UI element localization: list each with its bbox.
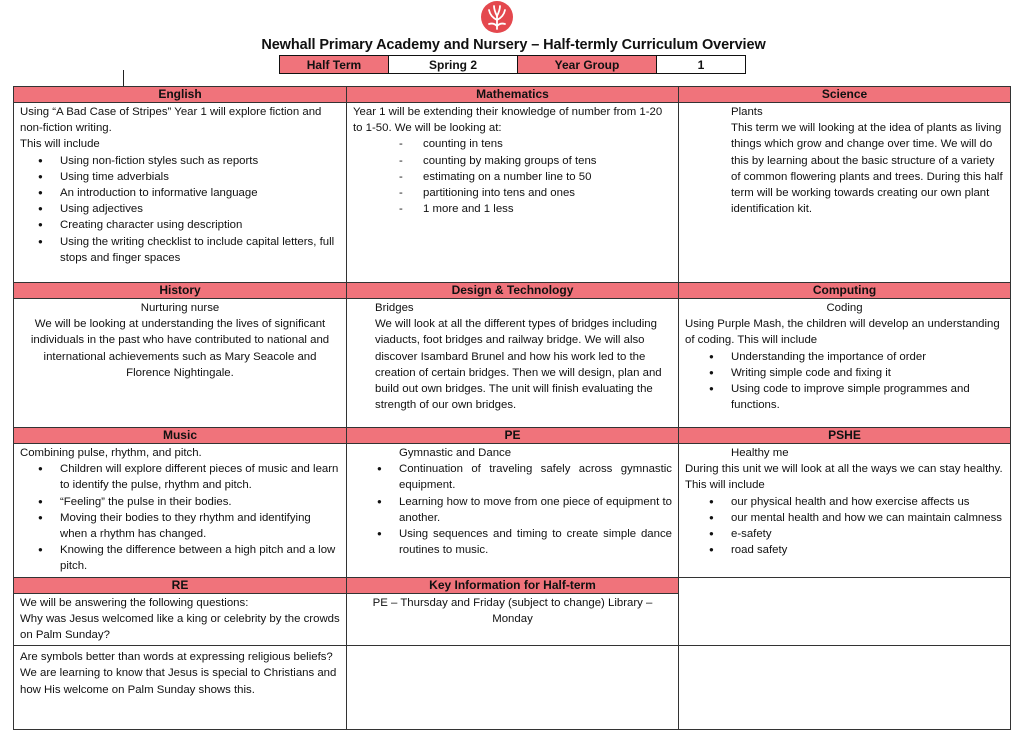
page-title: Newhall Primary Academy and Nursery – Half-termly Curriculum Overview [261,37,766,53]
re-question-2: Are symbols better than words at expressing religious beliefs? [20,651,333,664]
empty-cell [679,646,1011,730]
list-item: ● “Feeling” the pulse in their bodies. [60,494,340,510]
list-item: - 1 more and 1 less [423,201,672,217]
half-term-label: Half Term [280,56,389,74]
science-cell [679,103,1011,283]
re-header: RE [14,577,347,593]
re-lead: We will be answering the following questions: [20,596,249,609]
science-subtitle: Plants [731,106,763,118]
computing-header: Computing [679,283,1011,299]
maths-intro: Year 1 will be extending their knowledge of number from 1-20 to 1-50. We will be looking at: [353,106,663,135]
list-item: ● Understanding the importance of order [731,349,1004,365]
year-group-label: Year Group [518,56,657,74]
history-header: History [14,283,347,299]
empty-cell [347,646,679,730]
re-cell-continued [14,646,347,730]
list-item: - counting by making groups of tens [423,153,672,169]
dt-subtitle: Bridges [375,302,414,314]
pe-header: PE [347,428,679,444]
list-item: ● Knowing the difference between a high pitch and a low pitch. [60,542,340,574]
key-info-cell [347,593,679,646]
music-header: Music [14,428,347,444]
dt-cell [347,299,679,428]
list-item: - partitioning into tens and ones [423,185,672,201]
english-lead: This will include [20,138,100,151]
list-item: ● Children will explore different pieces of music and learn to identify the pulse, rhythm and pitch. [60,461,340,493]
history-body: We will be looking at understanding the lives of significant individuals in the past who have contributed to national and international achievements such as Mary Seacole and Florence Nightingale. [30,318,330,379]
half-term-value: Spring 2 [389,56,518,74]
english-header: English [14,87,347,103]
text-cursor [123,70,124,86]
pe-subtitle: Gymnastic and Dance [399,447,512,459]
computing-subtitle: Coding [826,302,863,314]
list-item: ● our mental health and how we can maintain calmness [731,510,1004,526]
curriculum-grid [13,86,1011,730]
list-item: - counting in tens [423,136,672,152]
list-item: ● Using adjectives [60,201,340,217]
tree-logo-icon [478,0,516,34]
list-item: ● our physical health and how exercise affects us [731,494,1004,510]
music-intro: Combining pulse, rhythm, and pitch. [20,447,202,459]
list-item: - estimating on a number line to 50 [423,169,672,185]
term-info-table [279,55,746,74]
list-item: ● Using time adverbials [60,169,340,185]
pshe-subtitle: Healthy me [731,447,789,459]
list-item: ● Using non-fiction styles such as reports [60,153,340,169]
english-cell [14,103,347,283]
computing-intro: Using Purple Mash, the children will develop an understanding of coding. This will include [685,318,1000,347]
maths-header: Mathematics [347,87,679,103]
pshe-cell [679,444,1011,578]
history-subtitle: Nurturing nurse [140,302,220,314]
english-intro: Using “A Bad Case of Stripes” Year 1 will explore fiction and non-fiction writing. [20,106,322,135]
list-item: ● Learning how to move from one piece of equipment to another. [399,494,672,526]
list-item: ● An introduction to informative language [60,185,340,201]
pe-cell [347,444,679,578]
history-cell [14,299,347,428]
list-item: ● Moving their bodies to they rhythm and identifying when a rhythm has changed. [60,510,340,542]
list-item: ● e-safety [731,526,1004,542]
list-item: ● road safety [731,542,1004,558]
music-cell [14,444,347,578]
list-item: ● Continuation of traveling safely across gymnastic equipment. [399,461,672,493]
list-item: ● Using the writing checklist to include capital letters, full stops and finger spaces [60,234,340,266]
key-info-header: Key Information for Half-term [347,577,679,593]
year-group-value: 1 [657,56,746,74]
pshe-header: PSHE [679,428,1011,444]
re-cell [14,593,347,646]
dt-header: Design & Technology [347,283,679,299]
list-item: ● Using code to improve simple programmes and functions. [731,381,1004,413]
empty-cell [679,577,1011,646]
list-item: ● Using sequences and timing to create simple dance routines to music. [399,526,672,558]
dt-body: We will look at all the different types of bridges including viaducts, foot bridges and railway bridge. We will also discover Isambard Brunel and how his work led to the creation of certain bridges. Then we will design, plan and build out own bridges. The unit will finish evaluating the strength of our own bridges. [375,318,662,412]
science-body: This term we will looking at the idea of plants as living things which grow and change over time. We will do this by learning about the basic structure of a variety of common flowering plants and trees. During this half term will be working towards creating our own plant identification kit. [731,122,1003,216]
list-item: ● Creating character using description [60,217,340,233]
maths-cell [347,103,679,283]
pshe-intro: During this unit we will look at all the ways we can stay healthy. This will include [685,463,1003,492]
key-info-body: PE – Thursday and Friday (subject to change) Library – Monday [372,596,653,625]
list-item: ● Writing simple code and fixing it [731,365,1004,381]
re-question-1: Why was Jesus welcomed like a king or celebrity by the crowds on Palm Sunday? [20,612,340,642]
science-header: Science [679,87,1011,103]
computing-cell [679,299,1011,428]
re-body: We are learning to know that Jesus is special to Christians and how His welcome on Palm Sunday shows this. [20,667,337,696]
